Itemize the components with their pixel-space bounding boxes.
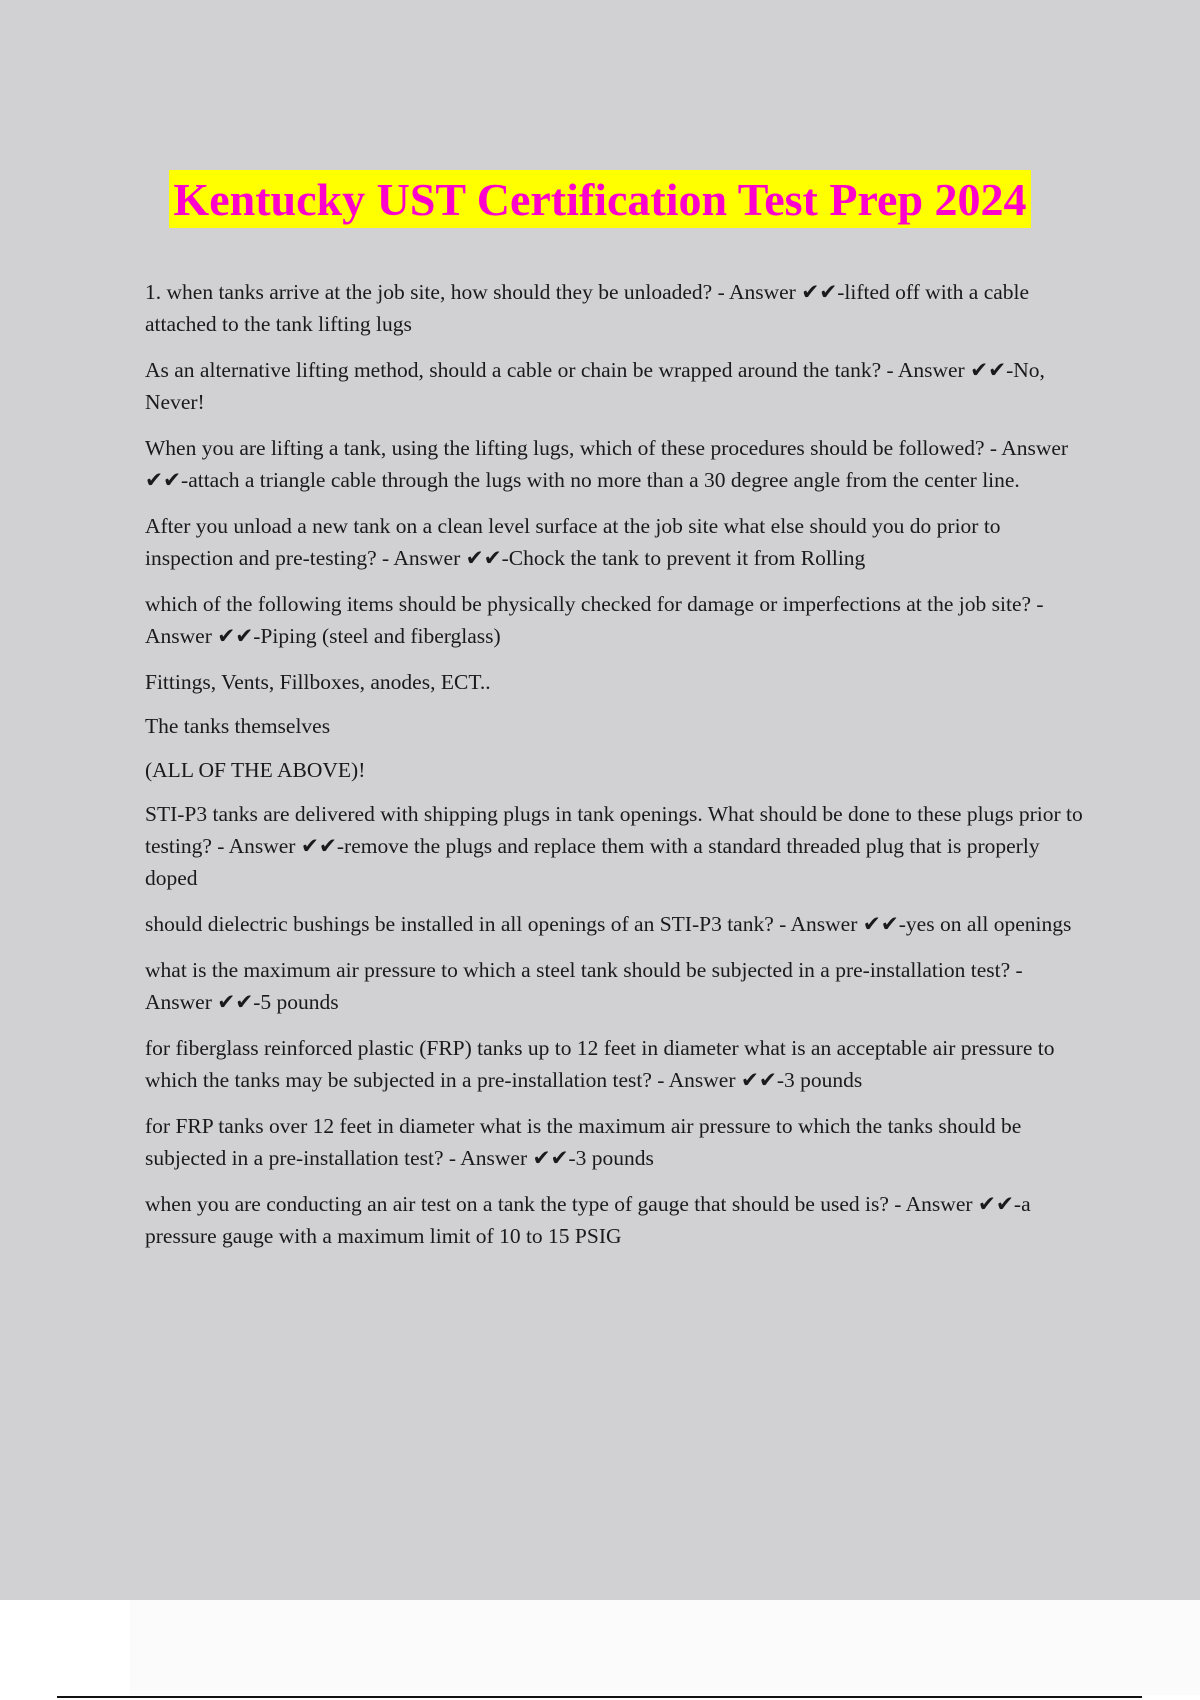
qa-paragraph: (ALL OF THE ABOVE)! [145, 758, 366, 782]
qa-paragraph: After you unload a new tank on a clean level surface at the job site what else should you do prior to inspection and pre-testing? - Answer ✔✔-Chock the tank to prevent it from Rolling [145, 514, 1001, 570]
qa-paragraph: When you are lifting a tank, using the lifting lugs, which of these procedures should be followed? - Answer ✔✔-attach a triangle cable through the lugs with no more than a 30 degree angle from the center line. [145, 436, 1069, 492]
qa-paragraph: when you are conducting an air test on a tank the type of gauge that should be used is? - Answer ✔✔-a pressure gauge with a maximum limit of 10 to 15 PSIG [145, 1192, 1031, 1248]
footer-rule [57, 1696, 1142, 1698]
qa-list [145, 276, 1090, 1266]
qa-paragraph: 1. when tanks arrive at the job site, how should they be unloaded? - Answer ✔✔-lifted off with a cable attached to the tank lifting lugs [145, 280, 1030, 336]
footer-shade [130, 1600, 1200, 1695]
page-footer [0, 1600, 1200, 1700]
qa-paragraph: should dielectric bushings be installed in all openings of an STI-P3 tank? - Answer ✔✔-yes on all openings [145, 912, 1072, 936]
title-block [0, 170, 1200, 228]
qa-paragraph: The tanks themselves [145, 714, 331, 738]
qa-paragraph: which of the following items should be physically checked for damage or imperfections at the job site? - Answer ✔✔-Piping (steel and fiberglass) [145, 592, 1044, 648]
qa-paragraph: Fittings, Vents, Fillboxes, anodes, ECT.. [145, 670, 491, 694]
qa-paragraph: As an alternative lifting method, should a cable or chain be wrapped around the tank? - Answer ✔✔-No, Never! [145, 358, 1045, 414]
qa-paragraph: for FRP tanks over 12 feet in diameter what is the maximum air pressure to which the tanks should be subjected in a pre-installation test? - Answer ✔✔-3 pounds [145, 1114, 1022, 1170]
qa-paragraph: what is the maximum air pressure to which a steel tank should be subjected in a pre-installation test? - Answer ✔✔-5 pounds [145, 958, 1023, 1014]
qa-paragraph: for fiberglass reinforced plastic (FRP) tanks up to 12 feet in diameter what is an acceptable air pressure to which the tanks may be subjected in a pre-installation test? - Answer ✔✔-3 pounds [145, 1036, 1055, 1092]
document-title: Kentucky UST Certification Test Prep 2024 [169, 170, 1030, 228]
qa-paragraph: STI-P3 tanks are delivered with shipping plugs in tank openings. What should be done to these plugs prior to testing? - Answer ✔✔-remove the plugs and replace them with a standard threaded plug that is properly doped [145, 802, 1083, 890]
